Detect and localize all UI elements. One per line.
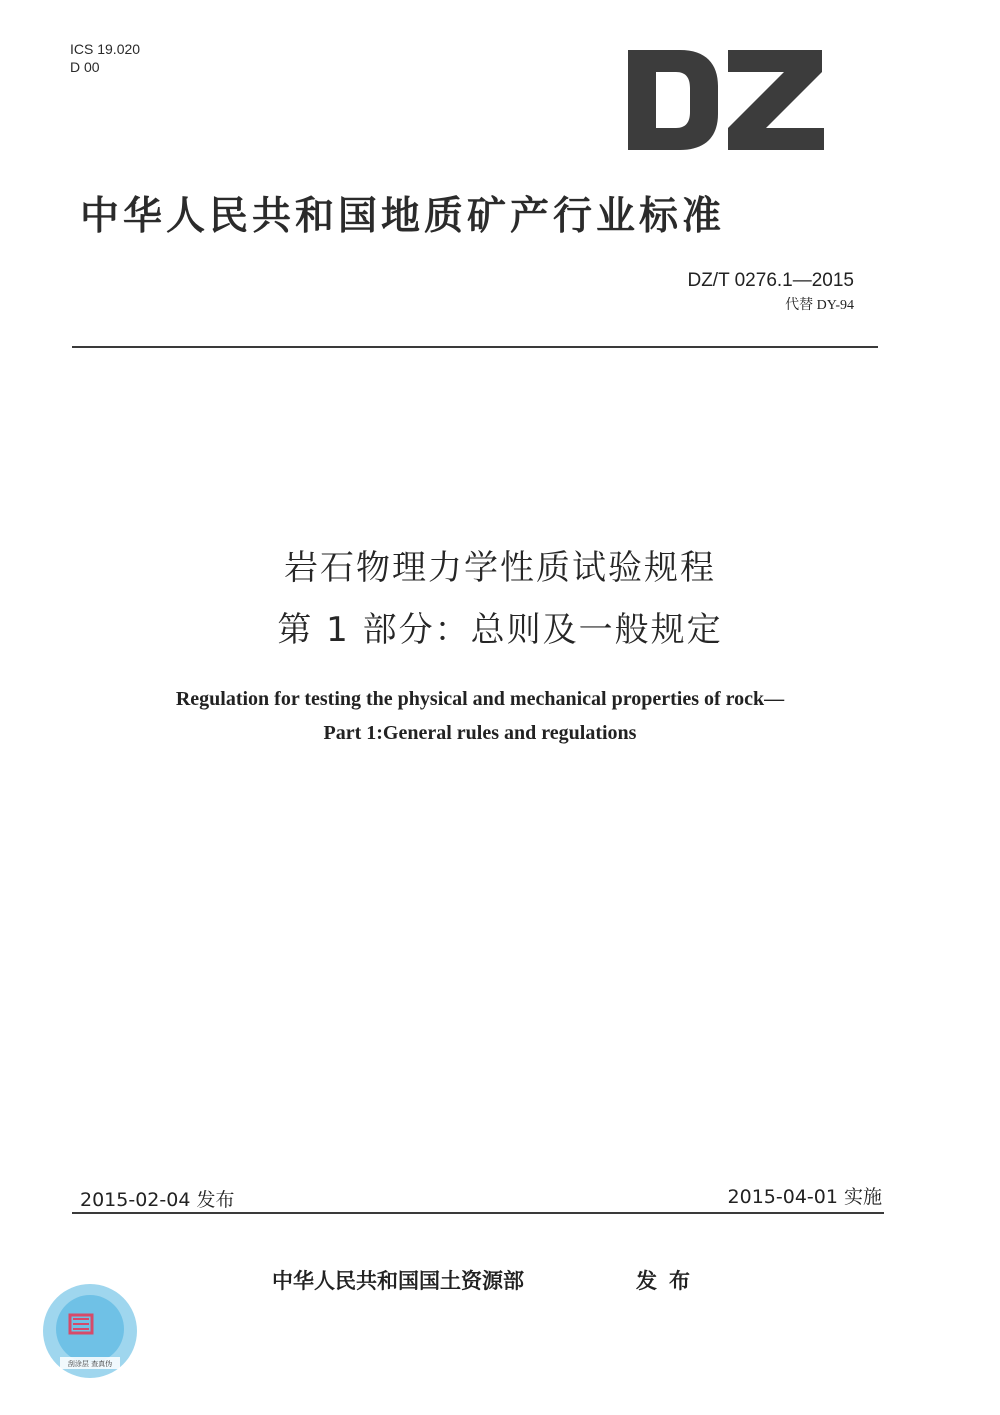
- implementation-date: 2015-04-01 实施: [727, 1186, 882, 1208]
- ics-block: [70, 40, 140, 76]
- header-divider: [72, 346, 878, 348]
- title-en-line1: Regulation for testing the physical and mechanical properties of rock—: [175, 688, 785, 710]
- seal-inner-disc: [56, 1295, 124, 1363]
- logo-letter-d: [628, 50, 718, 150]
- title-cn-line1: 岩石物理力学性质试验规程: [284, 548, 716, 588]
- footer-divider: [72, 1212, 884, 1214]
- anti-counterfeit-seal: [42, 1283, 138, 1379]
- dz-logo: [628, 50, 824, 150]
- issuer-name: 中华人民共和国国土资源部: [272, 1269, 524, 1293]
- seal-bottom-text: 刮涂层 查真伪: [67, 1360, 113, 1368]
- class-code: D 00: [70, 59, 100, 75]
- replaces-note: 代替 DY-94: [785, 298, 854, 313]
- issue-date: 2015-02-04 发布: [80, 1189, 235, 1211]
- title-en-line2: Part 1:General rules and regulations: [323, 722, 637, 744]
- standard-number: DZ/T 0276.1—2015: [687, 270, 854, 291]
- title-cn-line2: 第 1 部分：总则及一般规定: [277, 610, 723, 650]
- logo-letter-z: [728, 50, 824, 150]
- publish-label: 发布: [636, 1269, 702, 1293]
- standard-type-title: 中华人民共和国地质矿产行业标准: [80, 194, 726, 239]
- ics-code: ICS 19.020: [70, 41, 141, 57]
